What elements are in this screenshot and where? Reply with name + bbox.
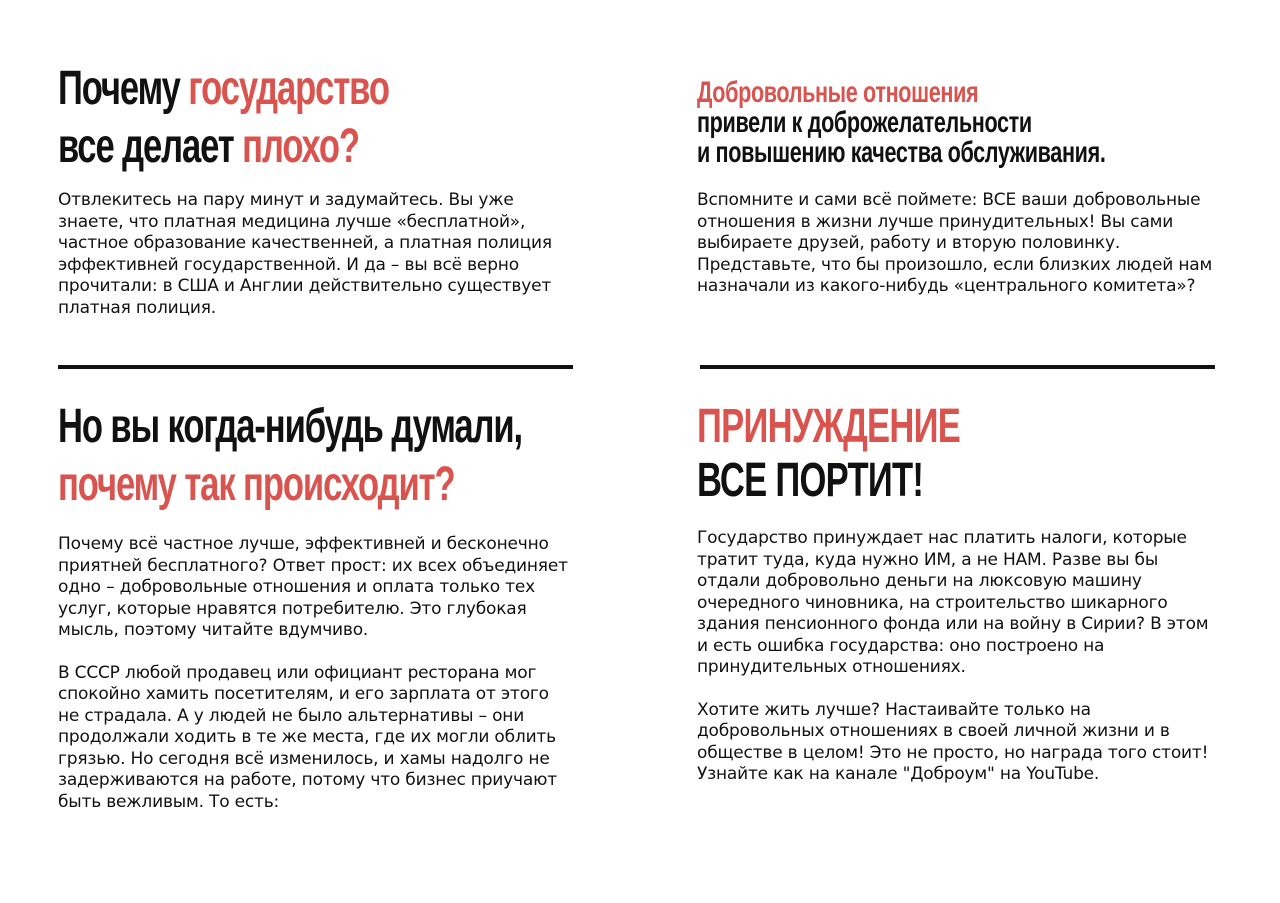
top-right-title-accent: Добровольные отношения [697, 76, 979, 109]
top-left-body: Отвлекитесь на пару минут и задумайтесь. Вы уже знаете, что платная медицина лучше «бесплатной», частное образование качественней, а платная полиция эффективней государственной. И да – вы всё верно прочитали: в США и Англии действительно существует платная полиция. [58, 190, 552, 318]
bottom-right-body-2: Хотите жить лучше? Настаивайте только на добровольных отношениях в своей личной жизни и в обществе в целом! Это не просто, но награда того стоит! Узнайте как на канале "Доброум" на YouTube. [697, 699, 1209, 784]
top-right-title-line2: привели к доброжелательности [697, 106, 1032, 139]
bottom-left-section [58, 398, 588, 813]
divider-left [58, 365, 573, 369]
bottom-right-section [697, 400, 1227, 786]
bottom-right-title-accent: ПРИНУЖДЕНИЕ [697, 400, 961, 453]
top-right-body: Вспомните и сами всё поймете: ВСЕ ваши добровольные отношения в жизни лучше принудительных! Вы сами выбираете друзей, работу и вторую половинку. Представьте, что бы произошло, если близких людей нам назначали из какого-нибудь «центрального комитета»? [697, 190, 1213, 296]
top-left-title: Почему государство все делает плохо? [58, 62, 389, 173]
top-right-title-line3: и повышению качества обслуживания. [697, 136, 1106, 169]
top-left-section [58, 60, 578, 319]
bottom-left-body-1: Почему всё частное лучше, эффективней и бесконечно приятней бесплатного? Ответ прост: их всех объединяет одно – добровольные отношения и оплата только тех услуг, которые нравятся потребителю. Это глубокая мысль, поэтому читайте вдумчиво. [58, 534, 568, 640]
bottom-left-body-2: В СССР любой продавец или официант ресторана мог спокойно хамить посетителям, и его зарплата от этого не страдала. А у людей не было альтернативы – они продолжали ходить в те же места, где их могли облить грязью. Но сегодня всё изменилось, и хамы надолго не задерживаются на работе, потому что бизнес приучают быть вежливым. То есть: [58, 662, 557, 812]
bottom-left-title: Но вы когда-нибудь думали, почему так происходит? [58, 400, 523, 511]
divider-right [700, 365, 1215, 369]
bottom-right-title-line2: ВСЕ ПОРТИТ! [697, 454, 924, 507]
bottom-right-body-1: Государство принуждает нас платить налоги, которые тратит туда, куда нужно ИМ, а не НАМ. Разве вы бы отдали добровольно деньги на люксовую машину очередного чиновника, на строительство шикарного здания пенсионного фонда или на войну в Сирии? В этом и есть ошибка государства: оно построено на принудительных отношениях. [697, 528, 1209, 677]
top-right-section [697, 78, 1227, 298]
